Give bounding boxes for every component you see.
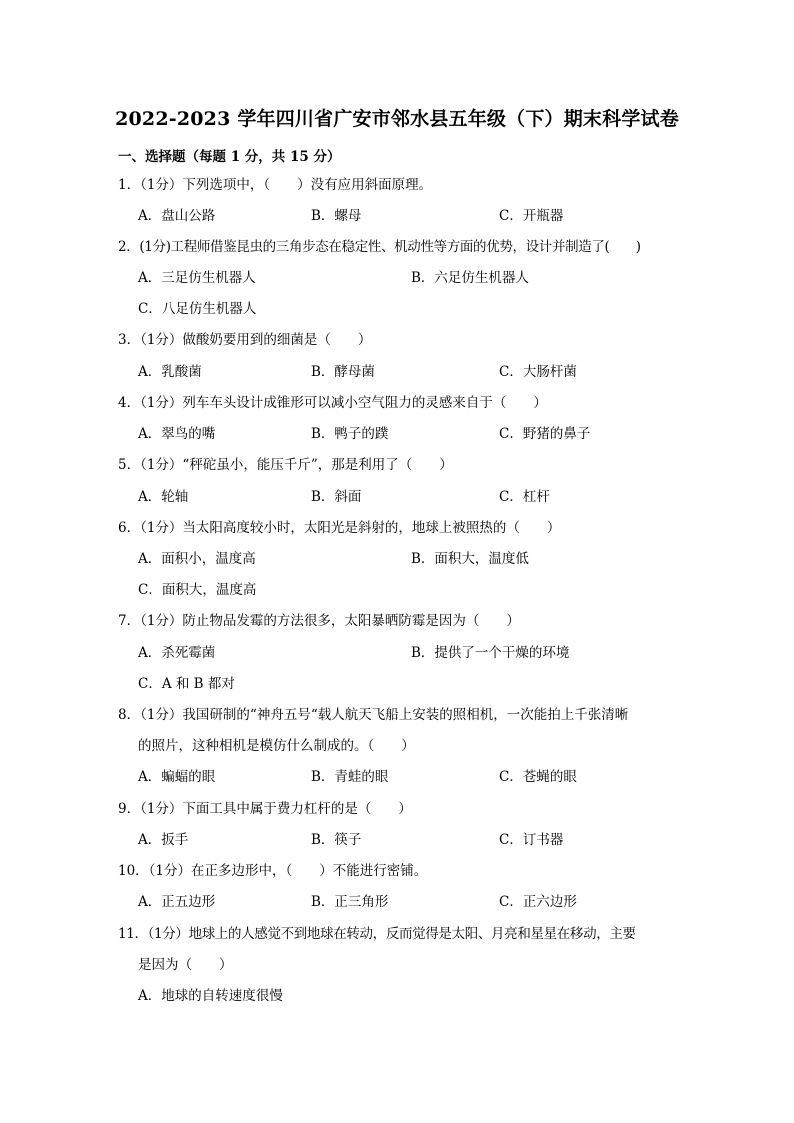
q7-option-c: C．A 和 B 都对 [138, 676, 235, 692]
q4-option-b: B．鸭子的蹼 [311, 426, 389, 442]
question-1: 1．（1分）下列选项中，（ ）没有应用斜面原理。 [118, 177, 433, 193]
question-6: 6．（1分）当太阳高度较小时，太阳光是斜射的，地球上被照热的（ ） [118, 520, 561, 536]
q3-option-c: C．大肠杆菌 [499, 364, 577, 380]
q4-option-c: C．野猪的鼻子 [499, 426, 591, 442]
page-title: 2022-2023 学年四川省广安市邻水县五年级（下）期末科学试卷 [115, 108, 679, 130]
q1-option-b: B．螺母 [311, 208, 362, 224]
q8-option-a: A．蝙蝠的眼 [138, 769, 216, 785]
q8-option-c: C．苍蝇的眼 [499, 769, 577, 785]
question-11: 11．（1分）地球上的人感觉不到地球在转动，反而觉得是太阳、月亮和星星在移动，主要 [118, 926, 636, 942]
q5-option-b: B．斜面 [311, 489, 362, 505]
q5-option-a: A．轮轴 [138, 489, 189, 505]
q6-option-a: A．面积小，温度高 [138, 551, 256, 567]
q2-option-c: C．八足仿生机器人 [138, 301, 257, 317]
q1-option-c: C．开瓶器 [499, 208, 564, 224]
question-10: 10．（1分）在正多边形中，（ ）不能进行密铺。 [118, 863, 428, 879]
q11-option-a: A．地球的自转速度很慢 [138, 988, 283, 1004]
q10-option-a: A．正五边形 [138, 894, 216, 910]
q2-option-b: B．六足仿生机器人 [411, 270, 529, 286]
q9-option-c: C．订书器 [499, 832, 564, 848]
q10-option-c: C．正六边形 [499, 894, 577, 910]
question-7: 7．（1分）防止物品发霉的方法很多，太阳暴晒防霉是因为（ ） [118, 613, 520, 629]
q7-option-b: B．提供了一个干燥的环境 [411, 645, 570, 661]
q8-option-b: B．青蛙的眼 [311, 769, 389, 785]
section-heading: 一、选择题（每题 1 分，共 15 分） [118, 149, 341, 165]
q9-option-a: A．扳手 [138, 832, 189, 848]
q6-option-b: B．面积大，温度低 [411, 551, 529, 567]
q3-option-a: A．乳酸菌 [138, 364, 202, 380]
q2-option-a: A．三足仿生机器人 [138, 270, 256, 286]
question-8: 8．（1分）我国研制的“神舟五号“载人航天飞船上安装的照相机，一次能拍上千张清晰 [118, 707, 629, 723]
question-4: 4．（1分）列车车头设计成锥形可以减小空气阻力的灵感来自于（ ） [118, 395, 547, 411]
q10-option-b: B．正三角形 [311, 894, 389, 910]
question-2: 2．(1分)工程师借鉴昆虫的三角步态在稳定性、机动性等方面的优势，设计并制造了( ) [118, 239, 641, 255]
question-3: 3．（1分）做酸奶要用到的细菌是（ ） [118, 332, 372, 348]
q9-option-b: B．筷子 [311, 832, 362, 848]
question-5: 5．（1分）“秤砣虽小，能压千斤”，那是利用了（ ） [118, 457, 453, 473]
q1-option-a: A．盘山公路 [138, 208, 216, 224]
q4-option-a: A．翠鸟的嘴 [138, 426, 216, 442]
question-11-continued: 是因为（ ） [138, 957, 233, 973]
q7-option-a: A．杀死霉菌 [138, 645, 216, 661]
q5-option-c: C．杠杆 [499, 489, 550, 505]
question-8-continued: 的照片，这种相机是模仿什么制成的。（ ） [138, 738, 415, 754]
question-9: 9．（1分）下面工具中属于费力杠杆的是（ ） [118, 801, 412, 817]
q3-option-b: B．酵母菌 [311, 364, 375, 380]
q6-option-c: C．面积大，温度高 [138, 582, 257, 598]
